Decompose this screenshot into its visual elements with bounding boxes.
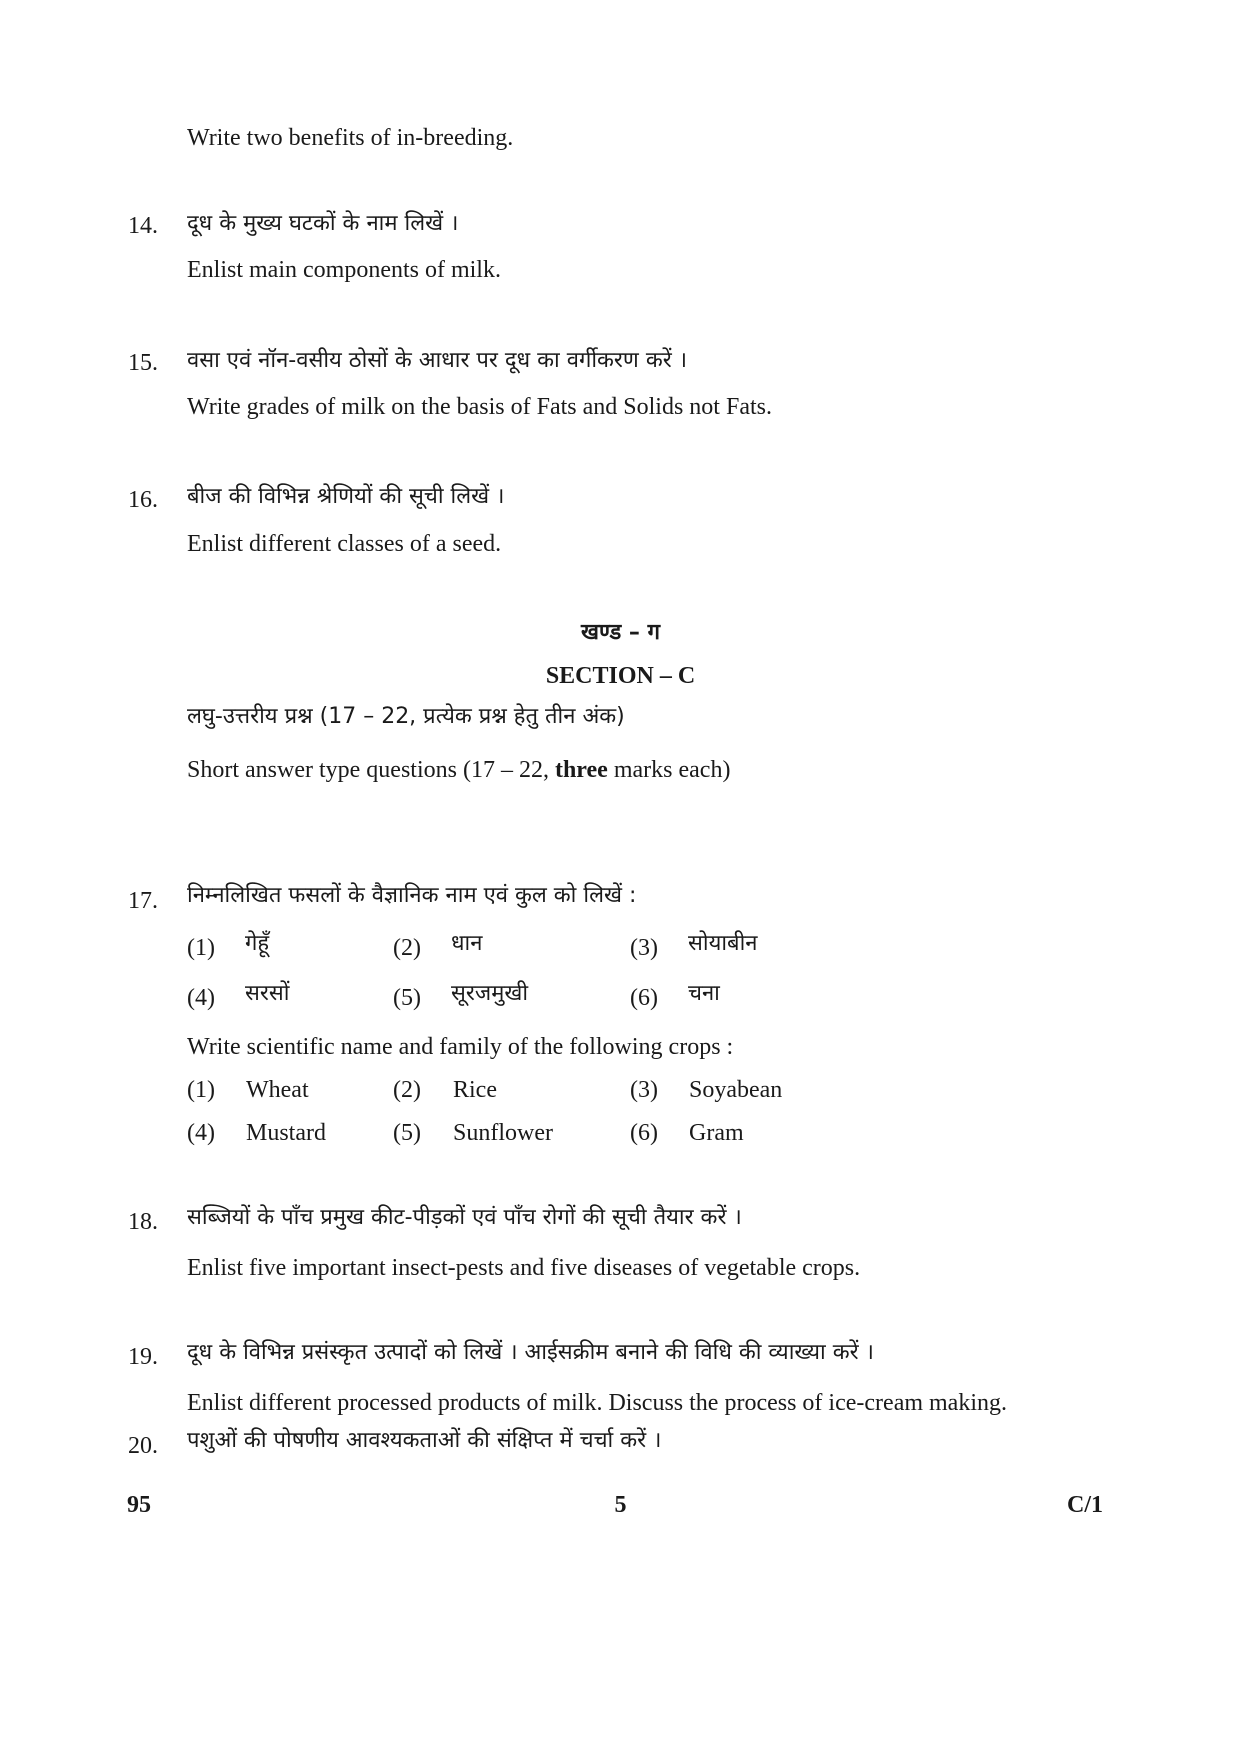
option-number: (2) [393, 935, 421, 961]
q17-hindi-option-2 [393, 931, 483, 961]
q17-english-option-2 [393, 1077, 497, 1103]
q17-number: 17. [128, 888, 158, 914]
option-text: सूरजमुखी [451, 981, 529, 1006]
q17-english-text: Write scientific name and family of the following crops : [187, 1034, 734, 1060]
q20-hindi-text: पशुओं की पोषणीय आवश्यकताओं की संक्षिप्त में चर्चा करें । [187, 1428, 662, 1453]
q17-hindi-option-3 [630, 931, 758, 961]
option-number: (2) [393, 1077, 421, 1103]
q14-english-text: Enlist main components of milk. [187, 257, 501, 283]
q17-english-option-6 [630, 1120, 744, 1146]
instruction-text-bold: three [554, 757, 608, 783]
option-text: धान [451, 931, 483, 956]
footer-paper-code: 95 [127, 1492, 151, 1518]
footer-set-code: C/1 [1067, 1492, 1103, 1518]
section-hindi-instruction: लघु-उत्तरीय प्रश्न (17 – 22, प्रत्येक प्रश्न हेतु तीन अंक) [187, 704, 625, 729]
q16-hindi-text: बीज की विभिन्न श्रेणियों की सूची लिखें । [187, 484, 505, 509]
q16-english-text: Enlist different classes of a seed. [187, 531, 502, 557]
q14-number: 14. [128, 213, 158, 239]
option-number: (5) [393, 1120, 421, 1146]
section-english-instruction [187, 758, 730, 782]
option-number: (5) [393, 985, 421, 1011]
q19-number: 19. [128, 1344, 158, 1370]
option-text: सोयाबीन [688, 931, 758, 956]
q15-english-text: Write grades of milk on the basis of Fats and Solids not Fats. [187, 394, 772, 420]
q17-english-option-1 [187, 1077, 309, 1103]
q17-english-option-4 [187, 1120, 326, 1146]
q18-english-text: Enlist five important insect-pests and five diseases of vegetable crops. [187, 1255, 861, 1281]
option-number: (4) [187, 985, 215, 1011]
q15-number: 15. [128, 350, 158, 376]
option-number: (1) [187, 1077, 215, 1103]
option-number: (3) [630, 935, 658, 961]
q17-hindi-option-5 [393, 981, 529, 1011]
q17-english-option-5 [393, 1120, 553, 1146]
option-number: (4) [187, 1120, 215, 1146]
q14-hindi-text: दूध के मुख्य घटकों के नाम लिखें । [187, 211, 459, 236]
q17-hindi-option-6 [630, 981, 720, 1011]
q19-hindi-text: दूध के विभिन्न प्रसंस्कृत उत्पादों को लिखें । आईसक्रीम बनाने की विधि की व्याख्या करें । [187, 1340, 874, 1365]
q18-number: 18. [128, 1209, 158, 1235]
option-text: गेहूँ [245, 931, 270, 956]
section-hindi-title: खण्ड – ग [581, 620, 660, 645]
option-text: सरसों [245, 981, 290, 1006]
option-text: चना [688, 981, 720, 1006]
option-text: Soyabean [689, 1077, 783, 1103]
option-text: Sunflower [453, 1120, 553, 1146]
q17-hindi-option-1 [187, 931, 270, 961]
q17-english-option-3 [630, 1077, 783, 1103]
q17-hindi-option-4 [187, 981, 290, 1011]
option-number: (6) [630, 985, 658, 1011]
instruction-text-post: marks each) [607, 757, 731, 783]
option-number: (1) [187, 935, 215, 961]
option-text: Gram [689, 1120, 744, 1146]
instruction-text-pre: Short answer type questions (17 – 22, [187, 757, 555, 783]
option-number: (6) [630, 1120, 658, 1146]
q15-hindi-text: वसा एवं नॉन-वसीय ठोसों के आधार पर दूध का वर्गीकरण करें । [187, 348, 688, 373]
option-text: Mustard [246, 1120, 326, 1146]
option-text: Rice [453, 1077, 497, 1103]
option-number: (3) [630, 1077, 658, 1103]
q13-english-text: Write two benefits of in-breeding. [187, 125, 514, 151]
q19-english-text: Enlist different processed products of milk. Discuss the process of ice-cream making. [187, 1390, 1007, 1416]
q17-hindi-text: निम्नलिखित फसलों के वैज्ञानिक नाम एवं कुल को लिखें : [187, 883, 637, 908]
footer-page-number: 5 [614, 1492, 627, 1518]
q18-hindi-text: सब्जियों के पाँच प्रमुख कीट-पीड़कों एवं पाँच रोगों की सूची तैयार करें । [187, 1205, 742, 1230]
option-text: Wheat [246, 1077, 309, 1103]
q20-number: 20. [128, 1433, 158, 1459]
section-english-title: SECTION – C [545, 663, 696, 689]
q16-number: 16. [128, 487, 158, 513]
